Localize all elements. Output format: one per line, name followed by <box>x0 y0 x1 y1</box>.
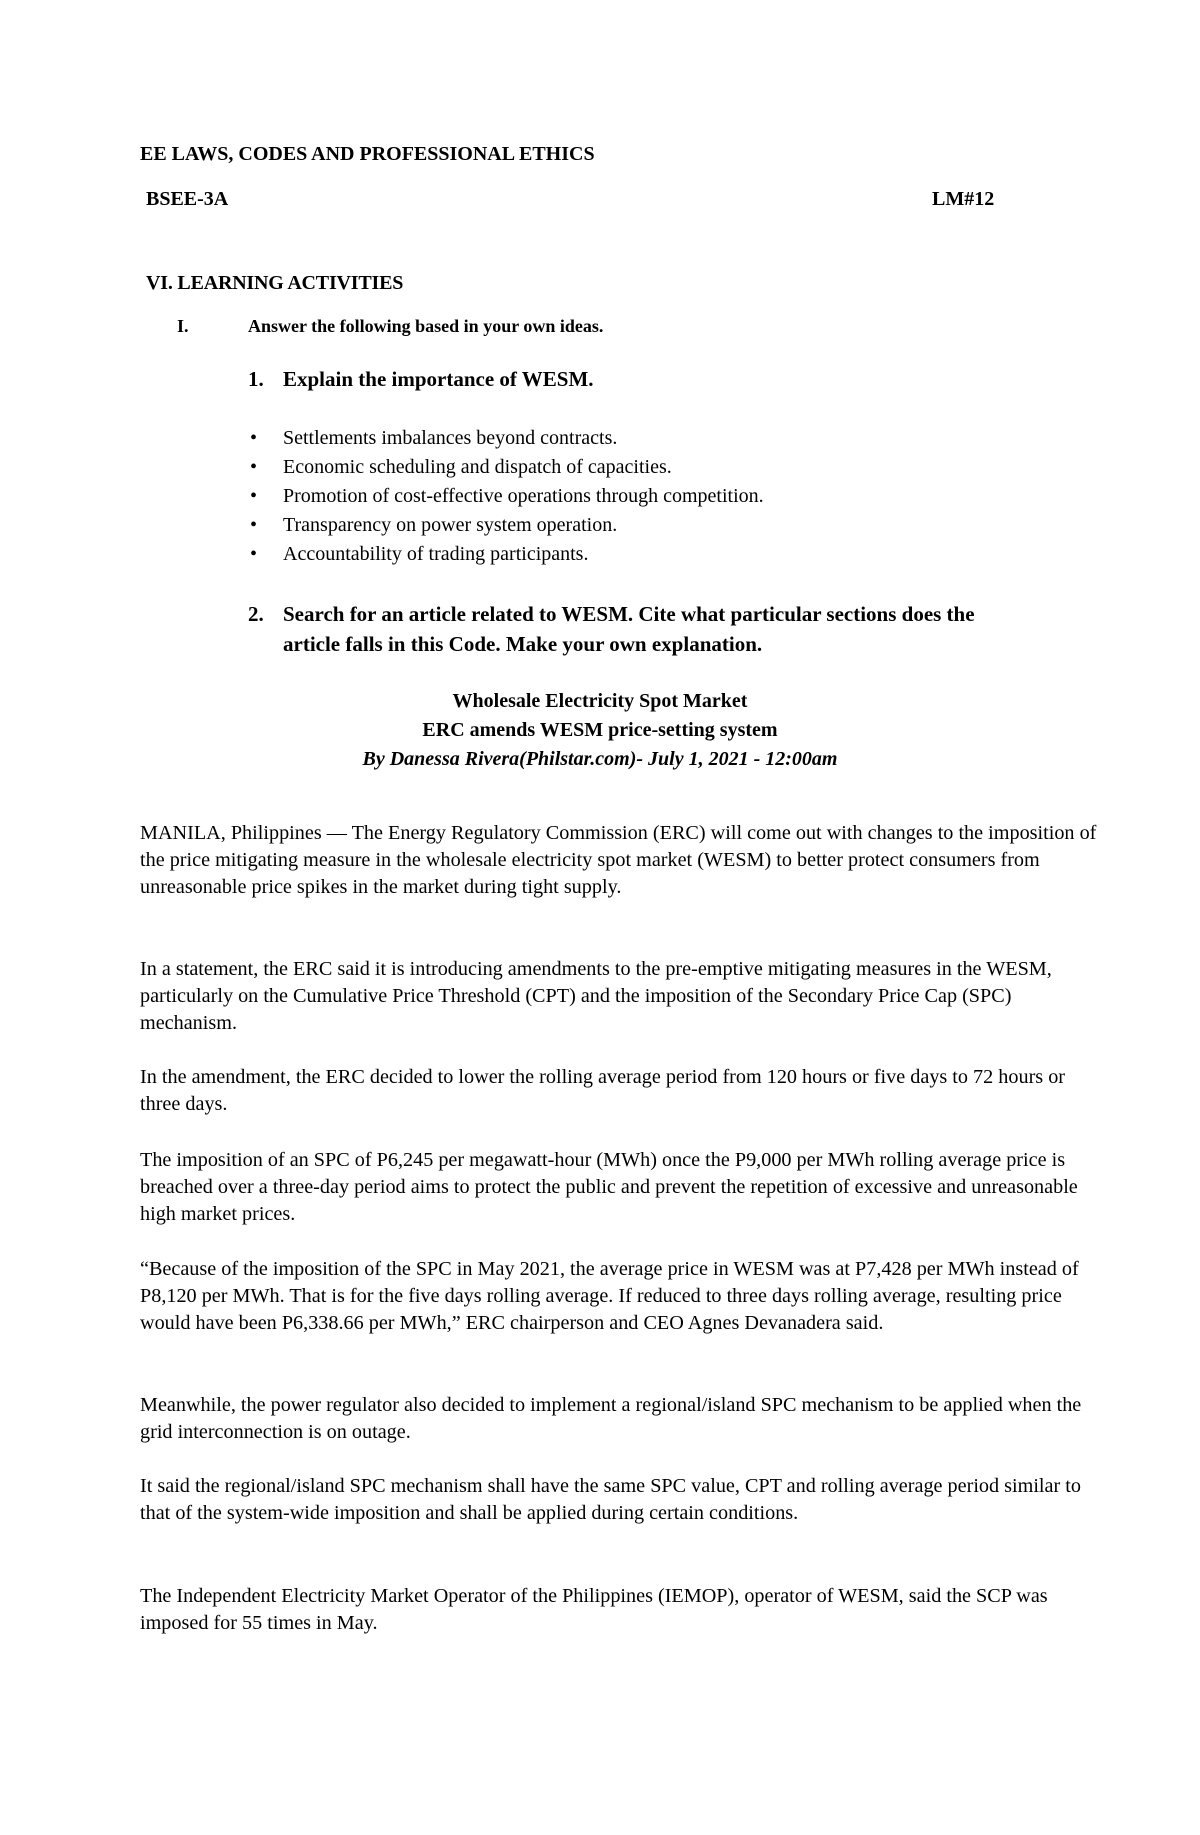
article-title: Wholesale Electricity Spot Market <box>452 690 748 712</box>
article-paragraph: In the amendment, the ERC decided to lower the rolling average period from 120 hours or five days to 72 hours or three days. <box>140 1066 1066 1115</box>
article-paragraph: “Because of the imposition of the SPC in May 2021, the average price in WESM was at P7,428 per MWh instead of P8,120 per MWh. That is for the five days rolling average. If reduced to three days rolling average, resulting price would have been P6,338.66 per MWh,” ERC chairperson and CEO Agnes Devanadera said. <box>140 1258 1079 1334</box>
article-paragraph: MANILA, Philippines — The Energy Regulatory Commission (ERC) will come out with changes to the imposition of the price mitigating measure in the wholesale electricity spot market (WESM) to better protect consumers from unreasonable price spikes in the market during tight supply. <box>140 822 1097 898</box>
question-1-text: Explain the importance of WESM. <box>283 367 594 391</box>
bullet-item: Transparency on power system operation. <box>283 514 618 536</box>
module-label: LM#12 <box>932 188 995 210</box>
article-paragraph: Meanwhile, the power regulator also decided to implement a regional/island SPC mechanism to be applied when the grid interconnection is on outage. <box>140 1394 1082 1443</box>
article-paragraph: The imposition of an SPC of P6,245 per megawatt-hour (MWh) once the P9,000 per MWh rolling average price is breached over a three-day period aims to protect the public and prevent the repetition of excessive and unreasonable high market prices. <box>140 1149 1078 1225</box>
bullet-item: Settlements imbalances beyond contracts. <box>283 427 618 449</box>
question-2-line-2: article falls in this Code. Make your own explanation. <box>283 632 763 656</box>
question-1-number: 1. <box>248 367 264 391</box>
bullet-item: Promotion of cost-effective operations through competition. <box>283 485 764 507</box>
section-label: BSEE-3A <box>146 188 229 210</box>
instruction-text: Answer the following based in your own ideas. <box>248 316 604 336</box>
article-paragraph: In a statement, the ERC said it is introducing amendments to the pre-emptive mitigating measures in the WESM, particularly on the Cumulative Price Threshold (CPT) and the imposition of the Secondary Price Cap (SPC) mechanism. <box>140 958 1052 1034</box>
article-paragraph: The Independent Electricity Market Operator of the Philippines (IEMOP), operator of WESM, said the SCP was imposed for 55 times in May. <box>140 1585 1048 1634</box>
bullet-icon: • <box>250 456 258 478</box>
learning-activities-heading: VI. LEARNING ACTIVITIES <box>146 272 404 294</box>
bullet-item: Economic scheduling and dispatch of capacities. <box>283 456 672 478</box>
article-subtitle: ERC amends WESM price-setting system <box>422 719 778 741</box>
question-2-line-1: Search for an article related to WESM. Cite what particular sections does the <box>283 602 975 626</box>
bullet-icon: • <box>250 514 258 536</box>
course-title: EE LAWS, CODES AND PROFESSIONAL ETHICS <box>140 143 595 165</box>
bullet-item: Accountability of trading participants. <box>283 543 589 565</box>
article-byline: By Danessa Rivera(Philstar.com)- July 1, 2021 - 12:00am <box>362 748 838 770</box>
question-2-number: 2. <box>248 602 264 626</box>
part-number: I. <box>177 316 189 336</box>
bullet-icon: • <box>250 485 258 507</box>
article-paragraph: It said the regional/island SPC mechanism shall have the same SPC value, CPT and rolling average period similar to that of the system-wide imposition and shall be applied during certain conditions. <box>140 1475 1081 1524</box>
bullet-icon: • <box>250 427 258 449</box>
bullet-icon: • <box>250 543 258 565</box>
